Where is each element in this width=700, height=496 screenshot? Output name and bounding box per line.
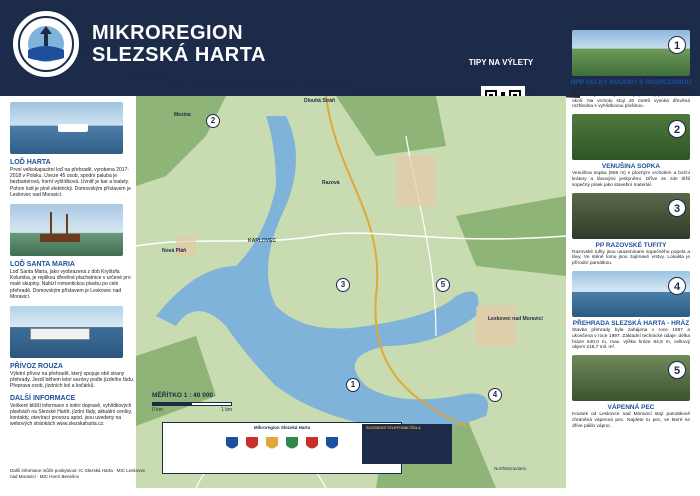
poi-text: Razovské tufity jsou usazeninami sopečného popela a lávy. Ve stěně lomu jsou zajímavé vrstvy. Lokalita je přírodní památkou. [572,249,690,267]
poi-text: Národní přírodní památka Velký Roudný a rozhledna. Bývalá sopka Velký Roudný (780 m) je dominantou okolí. Na vrcholu stojí 20 metrů vysoká dřevěná rozhledna s vyhlídkovou plošinou. [572,87,690,110]
phone-legend [362,424,452,464]
partners-label: Mikroregion Slezská Harta [253,425,311,430]
town-label: Leskovec nad Moravicí [488,316,543,322]
poi-marker-2[interactable]: 2 [206,114,220,128]
section-title-info: DALŠÍ INFORMACE [10,394,76,402]
section-text-rouza: Výletní přívoz na přehradě, který spojuje obě strany přehrady. Jezdí během letní sezóny podle jízdního řádu. Přeprava osob, jízdních kol a kočárků. [10,371,135,390]
boat-harta-photo [10,102,123,154]
coat-of-arms-icon [225,436,239,452]
town-label: Mezina [174,112,191,118]
coat-of-arms-icon [305,436,319,452]
title-line-2: SLEZSKÁ HARTA [92,44,266,66]
legend-title: SOUSEDNÍ TELEFONNÍ ČÍSLA [366,426,421,430]
poi-number: 5 [668,361,686,379]
partner-logo: NorthMoravians [494,466,526,471]
photo-roudny [572,30,690,76]
poi-marker-1[interactable]: 1 [346,378,360,392]
photo-tufity [572,193,690,239]
section-text-harta: První velkokapacitní loď na přehradě, vyrobena 2017-2018 v Polsku. Uveze 45 osob, spodní paluba je bezbariérová, horní vyhlídková. Uvnitř je bar a toalety. Pohon lodi je plně elektrický. Domovským přístavem je Leskovec nad Moravicí. [10,167,131,198]
poi-text: Venušina sopka (655 m) s plochým vrcholem a boční krátery a lávovými jeskyněmi. Dříve se zde těžil sopečný písek jako stavební materiál. [572,171,690,188]
coat-of-arms-icon [245,436,259,452]
coat-of-arms-icon [265,436,279,452]
section-text-info: Veškeré bližší informace o lodní dopravě, vyhlídkových plavbách na Slezské Hartě, jízdní řády, aktuální ceníky, kontakty, otevírací provozu apod. jsou uvedeny na webových stránkách www.slezskaharta.cz. [10,402,133,428]
coat-of-arms-icon [325,436,339,452]
poi-marker-3[interactable]: 3 [336,278,350,292]
scale-right: 1 km [221,407,232,413]
town-label: Nová Pláň [162,248,187,254]
ferry-rouza-photo [10,306,123,358]
contacts: Další informace může poskytnout: IC Slezská Harta · MIC Leskovec nad Moravicí · MIC Horní Benešov [10,468,146,479]
page-title [92,22,266,66]
poi-number: 2 [668,120,686,138]
scale-label: MĚŘÍTKO 1 : 40 000 [152,392,214,399]
poi-number: 1 [668,36,686,54]
photo-venusina [572,114,690,160]
photo-hraz [572,271,690,317]
poi-text: Stavba přehrady byla zahájena v roce 1987 a ukončena v roce 1997. Základní technické údaje: délka hráze 540,0 m, max. výška hráze 64,8 m, celkový objem 218,7 mil. m³. [572,327,690,351]
mikroregion-logo [10,8,82,80]
poi-title: NPP VELKÝ ROUDNÝ S ROZHLEDNOU [570,79,692,86]
coat-of-arms-icon [285,436,299,452]
town-label: KARLOVEC [248,238,277,244]
town-label: Dlouhá Stráň [304,98,336,104]
town-label: Razová [322,180,340,186]
poi-number: 3 [668,199,686,217]
poi-text: Kousek od Leskovce nad Moravicí stojí památkově chráněná vápenná pec. Najdete tu pec, ve které se dříve pálilo vápno. [572,412,690,429]
tips-label: TIPY NA VÝLETY [468,58,534,67]
section-text-santa-maria: Loď Santa Maria, jako vyobrazená z dob Kryštofa Kolumba, je replikou dřevěné plachetnice v určené pro malé skupiny. Nabízí romantickou plavbu po celé přehradě. Domovským přístavem je Leskovec nad Moravicí. [10,269,131,300]
section-title-harta: LOĎ HARTA [10,159,51,166]
poi-title: VENUŠINA SOPKA [601,163,661,171]
title-line-1: MIKROREGION [92,22,244,44]
boat-santa-maria-photo [10,204,123,256]
left-column [10,96,135,488]
photo-pec [572,355,690,401]
poi-marker-4[interactable]: 4 [488,388,502,402]
poi-title: VÁPENNÁ PEC [607,404,655,412]
scale-left: 0 km [152,407,163,413]
right-column [568,30,694,490]
map-scale [152,392,232,413]
poi-title: PP RAZOVSKÉ TUFITY [595,241,667,249]
poi-title: PŘEHRADA SLEZSKÁ HARTA - HRÁZ [572,319,690,327]
poi-number: 4 [668,277,686,295]
section-title-rouza: PŘÍVOZ ROUZA [10,363,63,371]
poi-marker-5[interactable]: 5 [436,278,450,292]
section-title-santa-maria: LOĎ SANTA MARIA [10,261,75,269]
